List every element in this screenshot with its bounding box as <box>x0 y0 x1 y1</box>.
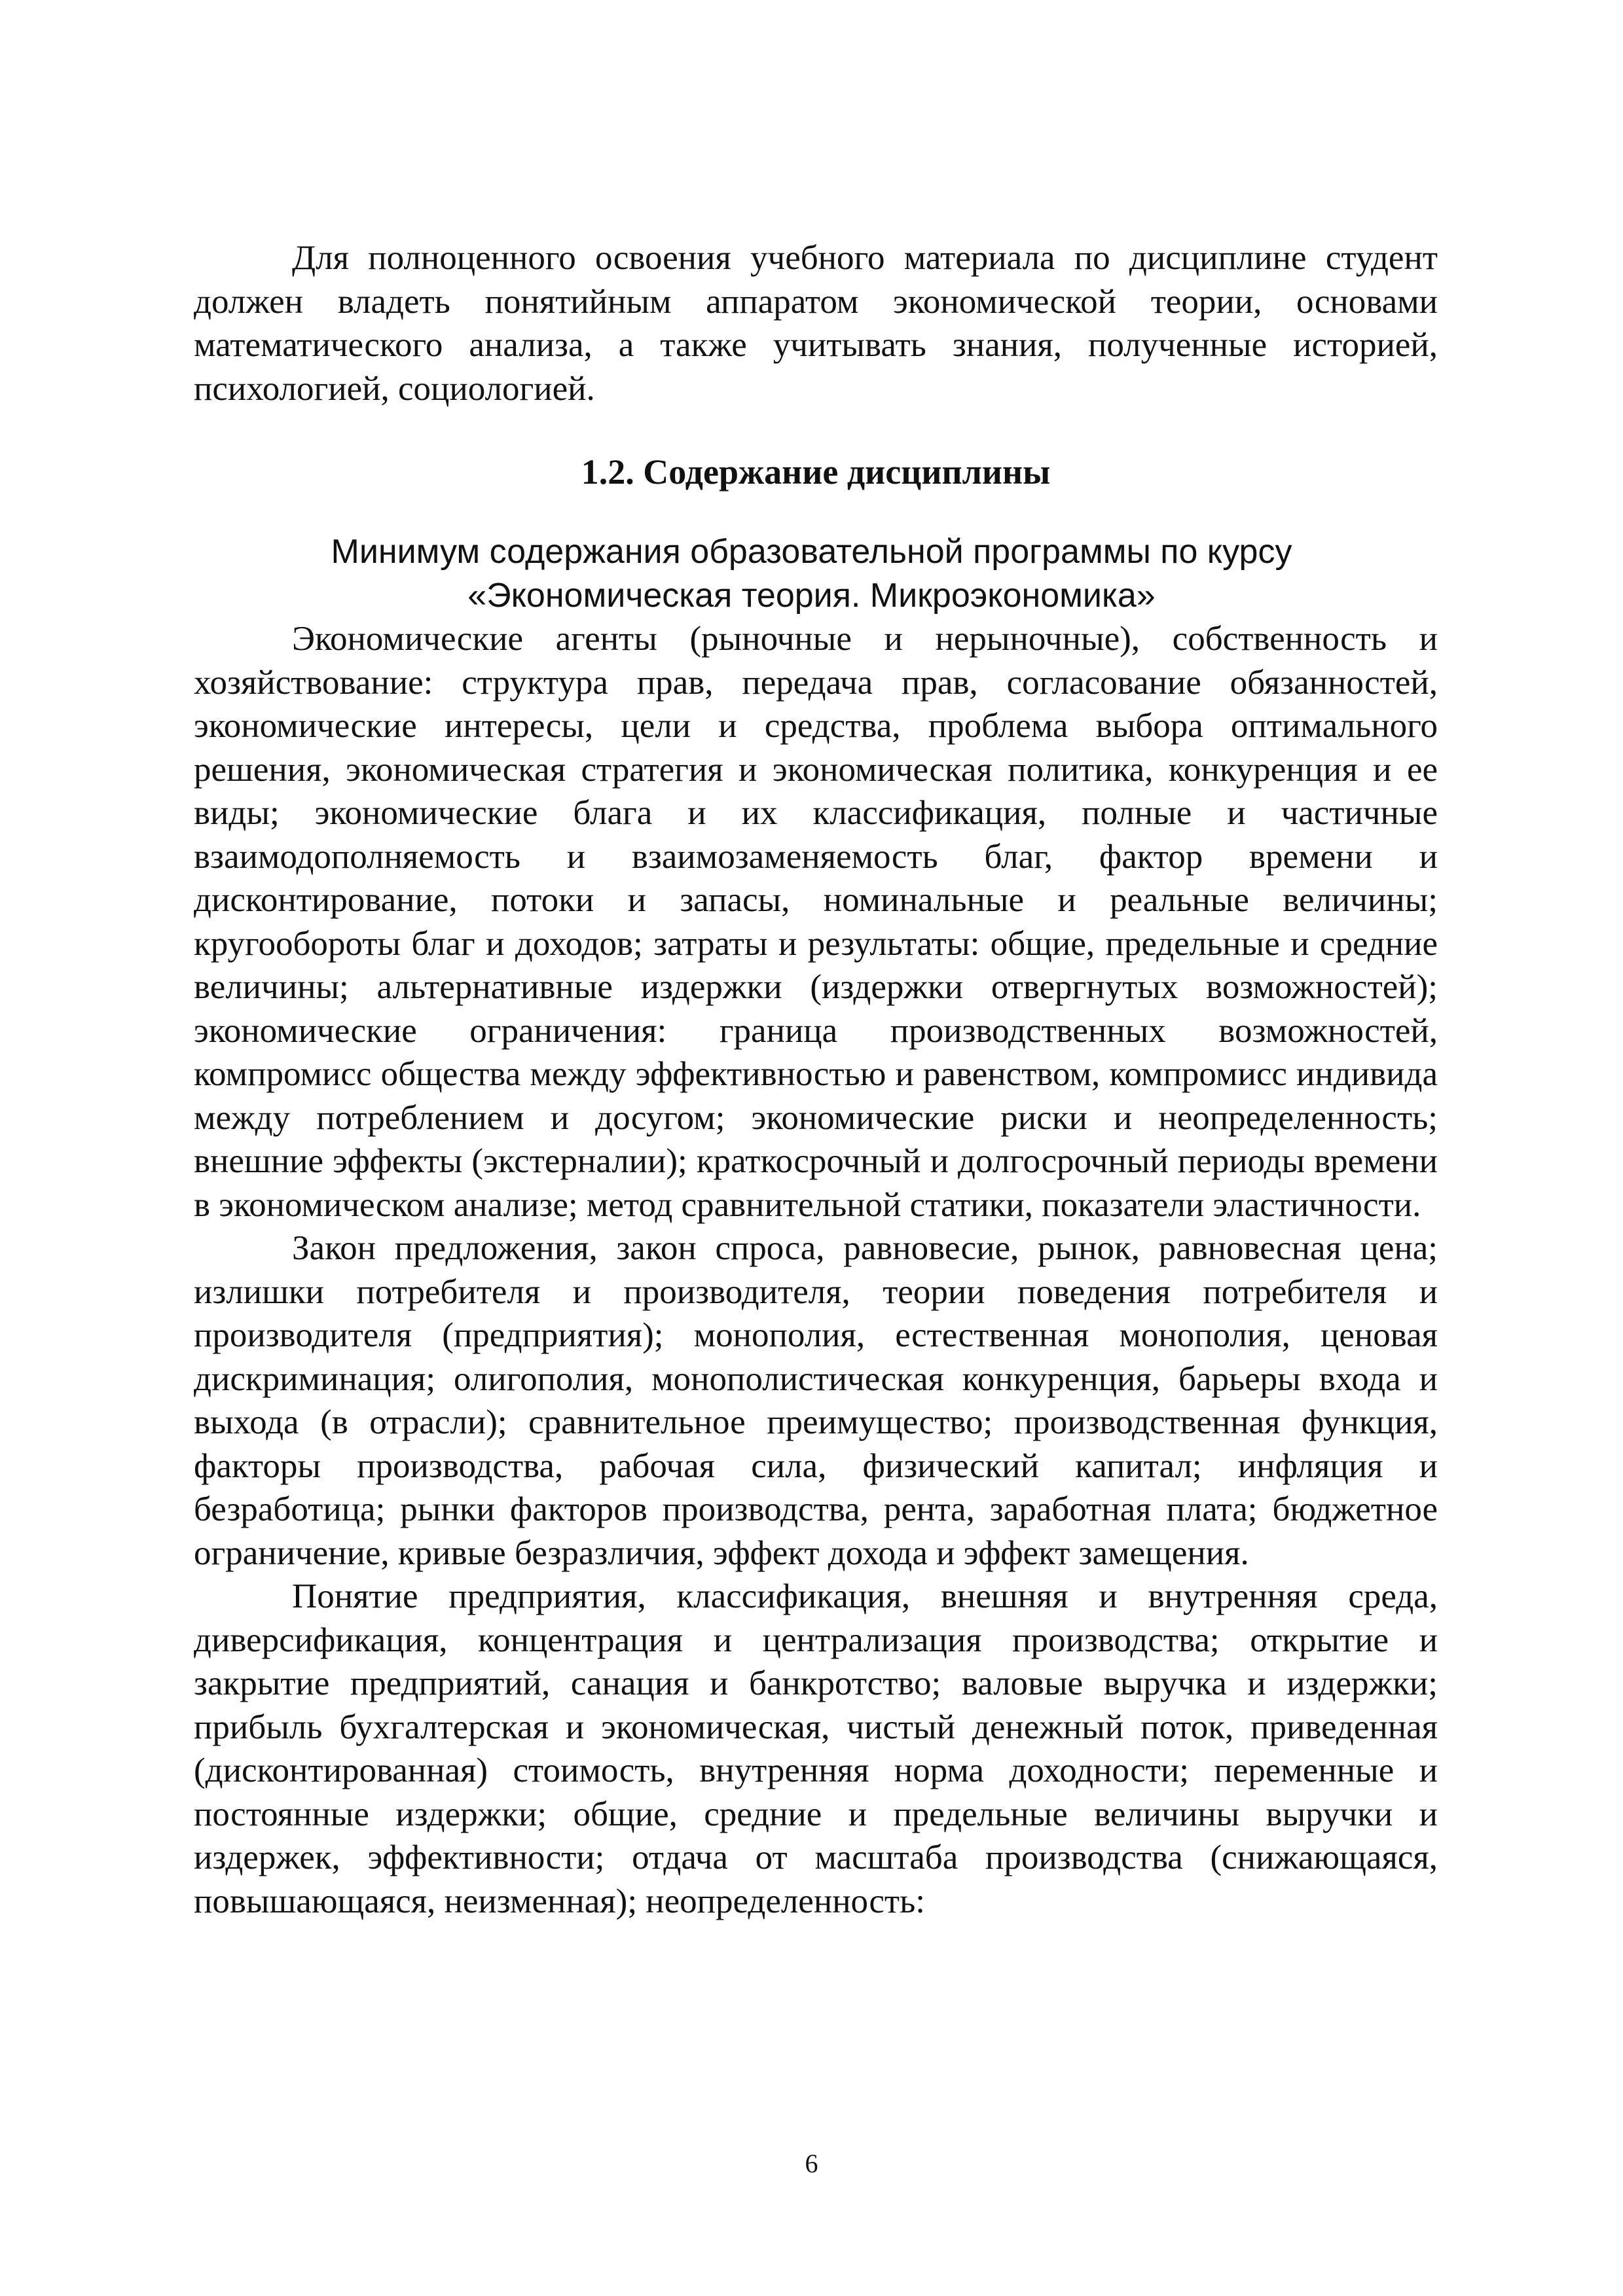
paragraph-supply-demand: Закон предложения, закон спроса, равновесие, рынок, равновесная цена; излишки потребителя и производителя, теории поведения потребителя и производителя (предприятия); монополия, естественная монополия, ценовая дискриминация; олигополия, монополистическая конкуренция, барьеры входа и выхода (в отрасли); сравнительное преимущество; производственная функция, факторы производства, рабочая сила, физический капитал; инфляция и безработица; рынки факторов производства, рента, заработная плата; бюджетное ограничение, кривые безразличия, эффект дохода и эффект замещения. <box>194 1229 1438 1572</box>
intro-block <box>194 236 1438 410</box>
minimum-program-line-1: Минимум содержания образовательной программы по курсу <box>331 533 1292 571</box>
section-heading: 1.2. Содержание дисциплины <box>581 452 1051 492</box>
intro-paragraph: Для полноценного освоения учебного материала по дисциплине студент должен владеть понятийным аппаратом экономической теории, основами математического анализа, а также учитывать знания, полученные историей, психологией, социологией. <box>194 239 1438 408</box>
paragraph-economic-agents: Экономические агенты (рыночные и нерыночные), собственность и хозяйствование: структура прав, передача прав, согласование обязанностей, экономические интересы, цели и средства, проблема выбора оптимального решения, экономическая стратегия и экономическая политика, конкуренция и ее виды; экономические блага и их классификация, полные и частичные взаимодополняемость и взаимозаменяемость благ, фактор времени и дисконтирование, потоки и запасы, номинальные и реальные величины; кругообороты благ и доходов; затраты и результаты: общие, предельные и средние величины; альтернативные издержки (издержки отвергнутых возможностей); экономические ограничения: граница производственных возможностей, компромисс общества между эффективностью и равенством, компромисс индивида между потреблением и досугом; экономические риски и неопределенность; внешние эффекты (экстерналии); краткосрочный и долгосрочный периоды времени в экономическом анализе; метод сравнительной статики, показатели эластичности. <box>194 620 1438 1224</box>
content-block <box>194 617 1438 1923</box>
minimum-program-title <box>0 530 1623 617</box>
page-number: 6 <box>805 2149 818 2178</box>
minimum-program-line-2: «Экономическая теория. Микроэкономика» <box>467 576 1156 615</box>
paragraph-enterprise: Понятие предприятия, классификация, внешняя и внутренняя среда, диверсификация, концентрация и централизация производства; открытие и закрытие предприятий, санация и банкротство; валовые выручка и издержки; прибыль бухгалтерская и экономическая, чистый денежный поток, приведенная (дисконтированная) стоимость, внутренняя норма доходности; переменные и постоянные издержки; общие, средние и предельные величины выручки и издержек, эффективности; отдача от масштаба производства (снижающаяся, повышающаяся, неизменная); неопределенность: <box>194 1577 1438 1920</box>
